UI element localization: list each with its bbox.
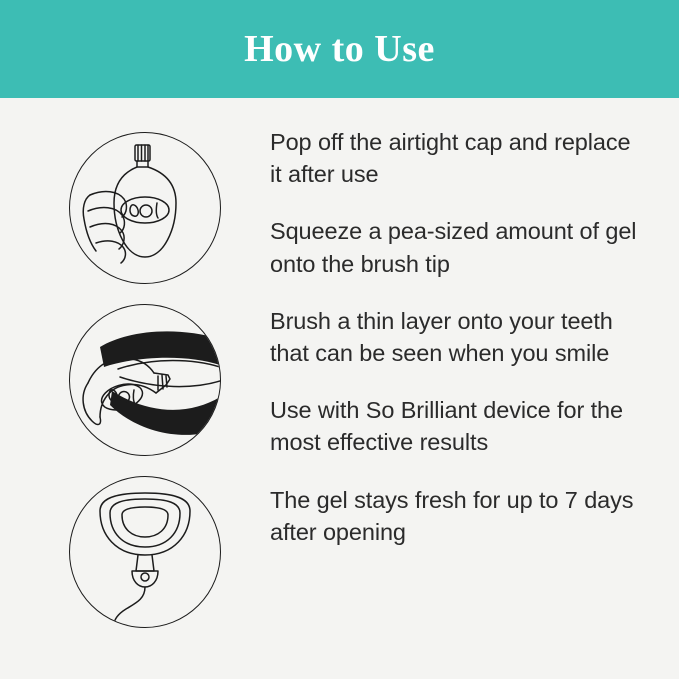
step-item: Brush a thin layer onto your teeth that can be seen when you smile	[270, 307, 613, 366]
brushing-gel-onto-teeth-icon	[69, 304, 221, 456]
hand-squeezing-gel-tube-icon	[69, 132, 221, 284]
page-title: How to Use	[244, 28, 435, 70]
led-whitening-device-icon	[69, 476, 221, 628]
step-item: The gel stays fresh for up to 7 days after opening	[270, 486, 634, 545]
step-item: Pop off the airtight cap and replace it after use	[270, 129, 631, 188]
page-header	[0, 0, 679, 98]
steps-column	[256, 124, 645, 646]
illustration-column	[34, 124, 256, 646]
page-content	[0, 98, 679, 646]
step-item: Squeeze a pea-sized amount of gel onto the brush tip	[270, 218, 637, 277]
step-item: Use with So Brilliant device for the most effective results	[270, 397, 623, 456]
